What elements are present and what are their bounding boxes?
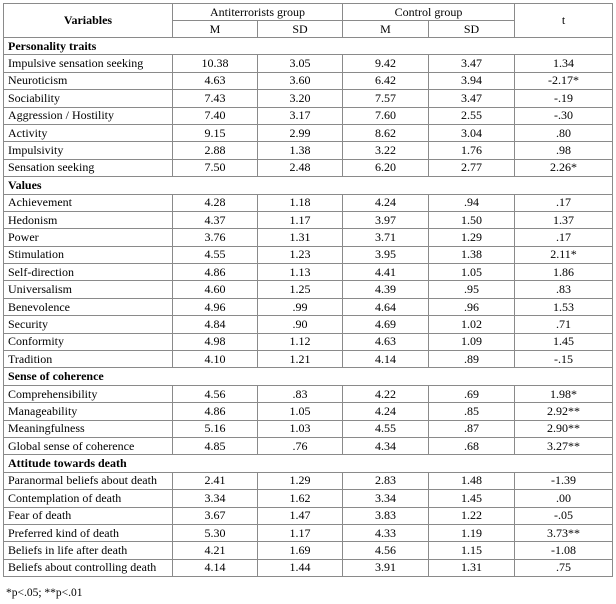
sd-group1-cell: 1.29 (258, 472, 343, 489)
m-group1-cell: 4.96 (173, 298, 258, 315)
sd-group2-cell: 1.48 (429, 472, 515, 489)
m-group2-cell: 4.69 (343, 316, 429, 333)
m-group1-cell: 4.55 (173, 246, 258, 263)
m-group2-cell: 3.71 (343, 229, 429, 246)
sd-group2-cell: 1.38 (429, 246, 515, 263)
m-group1-cell: 10.38 (173, 55, 258, 72)
header-m-group1: M (173, 21, 258, 38)
variable-cell: Hedonism (4, 211, 173, 228)
sd-group1-cell: 1.21 (258, 351, 343, 368)
table-row (4, 298, 613, 315)
t-cell: 1.37 (515, 211, 613, 228)
variable-cell: Manageability (4, 403, 173, 420)
m-group1-cell: 4.28 (173, 194, 258, 211)
t-cell: 2.26* (515, 159, 613, 176)
table-row (4, 420, 613, 437)
sd-group2-cell: 3.04 (429, 124, 515, 141)
variable-cell: Security (4, 316, 173, 333)
t-cell: 3.73** (515, 524, 613, 541)
table-row (4, 194, 613, 211)
variable-cell: Self-direction (4, 264, 173, 281)
variable-cell: Benevolence (4, 298, 173, 315)
section-title: Values (4, 177, 613, 194)
header-sd-group1: SD (258, 21, 343, 38)
sd-group2-cell: .96 (429, 298, 515, 315)
table-row (4, 211, 613, 228)
sd-group1-cell: 1.69 (258, 542, 343, 559)
variable-cell: Stimulation (4, 246, 173, 263)
m-group1-cell: 4.14 (173, 559, 258, 576)
m-group2-cell: 4.64 (343, 298, 429, 315)
m-group1-cell: 4.63 (173, 72, 258, 89)
m-group2-cell: 4.34 (343, 437, 429, 454)
variable-cell: Preferred kind of death (4, 524, 173, 541)
t-cell: .17 (515, 194, 613, 211)
table-row (4, 229, 613, 246)
t-cell: -.05 (515, 507, 613, 524)
variable-cell: Fear of death (4, 507, 173, 524)
header-control-group: Control group (343, 4, 515, 21)
table-row (4, 351, 613, 368)
m-group1-cell: 4.21 (173, 542, 258, 559)
sd-group1-cell: 2.99 (258, 124, 343, 141)
footnote: *p<.05; **p<.01 (6, 587, 83, 599)
section-title: Sense of coherence (4, 368, 613, 385)
m-group2-cell: 4.55 (343, 420, 429, 437)
table-row (4, 490, 613, 507)
sd-group2-cell: .68 (429, 437, 515, 454)
sd-group1-cell: 1.12 (258, 333, 343, 350)
sd-group2-cell: .85 (429, 403, 515, 420)
m-group1-cell: 4.84 (173, 316, 258, 333)
table-row (4, 55, 613, 72)
m-group1-cell: 4.56 (173, 385, 258, 402)
m-group1-cell: 9.15 (173, 124, 258, 141)
t-cell: .98 (515, 142, 613, 159)
sd-group2-cell: 3.47 (429, 55, 515, 72)
section-title: Attitude towards death (4, 455, 613, 472)
sd-group1-cell: 1.17 (258, 524, 343, 541)
sd-group1-cell: 1.03 (258, 420, 343, 437)
t-cell: 1.34 (515, 55, 613, 72)
section-title: Personality traits (4, 38, 613, 55)
sd-group2-cell: 3.94 (429, 72, 515, 89)
t-cell: .80 (515, 124, 613, 141)
table-row (4, 159, 613, 176)
table-row (4, 264, 613, 281)
m-group2-cell: 3.83 (343, 507, 429, 524)
variable-cell: Impulsive sensation seeking (4, 55, 173, 72)
m-group1-cell: 4.60 (173, 281, 258, 298)
variable-cell: Paranormal beliefs about death (4, 472, 173, 489)
table-row (4, 472, 613, 489)
sd-group2-cell: 1.09 (429, 333, 515, 350)
m-group2-cell: 6.20 (343, 159, 429, 176)
sd-group2-cell: .89 (429, 351, 515, 368)
table-row (4, 281, 613, 298)
m-group1-cell: 4.86 (173, 403, 258, 420)
header-t: t (515, 4, 613, 38)
variable-cell: Comprehensibility (4, 385, 173, 402)
sd-group1-cell: 1.18 (258, 194, 343, 211)
m-group1-cell: 3.76 (173, 229, 258, 246)
variable-cell: Universalism (4, 281, 173, 298)
m-group1-cell: 3.34 (173, 490, 258, 507)
sd-group1-cell: 3.17 (258, 107, 343, 124)
t-cell: .00 (515, 490, 613, 507)
sd-group2-cell: 2.77 (429, 159, 515, 176)
sd-group2-cell: 1.76 (429, 142, 515, 159)
sd-group2-cell: 3.47 (429, 90, 515, 107)
sd-group2-cell: 1.45 (429, 490, 515, 507)
t-cell: 2.90** (515, 420, 613, 437)
section-header-row (4, 38, 613, 55)
m-group2-cell: 3.95 (343, 246, 429, 263)
m-group1-cell: 2.88 (173, 142, 258, 159)
sd-group1-cell: 1.62 (258, 490, 343, 507)
header-row-groups (4, 4, 613, 21)
sd-group1-cell: .76 (258, 437, 343, 454)
m-group2-cell: 4.33 (343, 524, 429, 541)
header-sd-group2: SD (429, 21, 515, 38)
sd-group1-cell: 3.20 (258, 90, 343, 107)
m-group1-cell: 4.85 (173, 437, 258, 454)
t-cell: -.15 (515, 351, 613, 368)
table-row (4, 246, 613, 263)
table-row (4, 90, 613, 107)
variable-cell: Contemplation of death (4, 490, 173, 507)
m-group1-cell: 7.43 (173, 90, 258, 107)
m-group2-cell: 4.39 (343, 281, 429, 298)
sd-group1-cell: 3.60 (258, 72, 343, 89)
m-group1-cell: 3.67 (173, 507, 258, 524)
sd-group2-cell: 2.55 (429, 107, 515, 124)
t-cell: 3.27** (515, 437, 613, 454)
m-group1-cell: 5.16 (173, 420, 258, 437)
t-cell: 2.11* (515, 246, 613, 263)
variable-cell: Tradition (4, 351, 173, 368)
sd-group2-cell: 1.15 (429, 542, 515, 559)
m-group1-cell: 4.37 (173, 211, 258, 228)
sd-group2-cell: 1.31 (429, 559, 515, 576)
m-group2-cell: 2.83 (343, 472, 429, 489)
table-row (4, 524, 613, 541)
variable-cell: Neuroticism (4, 72, 173, 89)
variable-cell: Sensation seeking (4, 159, 173, 176)
variable-cell: Impulsivity (4, 142, 173, 159)
m-group2-cell: 9.42 (343, 55, 429, 72)
table-row (4, 72, 613, 89)
sd-group2-cell: .94 (429, 194, 515, 211)
sd-group2-cell: .69 (429, 385, 515, 402)
m-group2-cell: 4.14 (343, 351, 429, 368)
sd-group1-cell: 1.38 (258, 142, 343, 159)
m-group2-cell: 7.60 (343, 107, 429, 124)
sd-group2-cell: 1.19 (429, 524, 515, 541)
m-group1-cell: 4.10 (173, 351, 258, 368)
t-cell: .75 (515, 559, 613, 576)
sd-group1-cell: .99 (258, 298, 343, 315)
header-variables: Variables (4, 4, 173, 38)
m-group2-cell: 7.57 (343, 90, 429, 107)
m-group1-cell: 2.41 (173, 472, 258, 489)
sd-group1-cell: .90 (258, 316, 343, 333)
sd-group1-cell: 1.44 (258, 559, 343, 576)
variable-cell: Beliefs about controlling death (4, 559, 173, 576)
variable-cell: Achievement (4, 194, 173, 211)
t-cell: 1.98* (515, 385, 613, 402)
table-row (4, 333, 613, 350)
m-group2-cell: 4.24 (343, 403, 429, 420)
t-cell: .71 (515, 316, 613, 333)
table-row (4, 559, 613, 576)
table-row (4, 507, 613, 524)
m-group1-cell: 4.86 (173, 264, 258, 281)
sd-group1-cell: 1.13 (258, 264, 343, 281)
sd-group1-cell: 1.25 (258, 281, 343, 298)
table-row (4, 142, 613, 159)
m-group2-cell: 3.91 (343, 559, 429, 576)
t-cell: -.30 (515, 107, 613, 124)
variable-cell: Conformity (4, 333, 173, 350)
sd-group1-cell: 1.17 (258, 211, 343, 228)
t-cell: -1.39 (515, 472, 613, 489)
m-group2-cell: 4.56 (343, 542, 429, 559)
sd-group1-cell: 3.05 (258, 55, 343, 72)
section-header-row (4, 177, 613, 194)
sd-group1-cell: 1.47 (258, 507, 343, 524)
table-row (4, 437, 613, 454)
variable-cell: Activity (4, 124, 173, 141)
table-row (4, 124, 613, 141)
m-group2-cell: 3.22 (343, 142, 429, 159)
sd-group2-cell: 1.29 (429, 229, 515, 246)
table-row (4, 316, 613, 333)
section-header-row (4, 368, 613, 385)
variable-cell: Sociability (4, 90, 173, 107)
t-cell: -1.08 (515, 542, 613, 559)
m-group2-cell: 4.41 (343, 264, 429, 281)
t-cell: 1.53 (515, 298, 613, 315)
table-row (4, 403, 613, 420)
header-antiterrorists-group: Antiterrorists group (173, 4, 343, 21)
t-cell: .83 (515, 281, 613, 298)
section-header-row (4, 455, 613, 472)
sd-group1-cell: 2.48 (258, 159, 343, 176)
t-cell: 1.86 (515, 264, 613, 281)
t-cell: -2.17* (515, 72, 613, 89)
m-group2-cell: 4.63 (343, 333, 429, 350)
variable-cell: Global sense of coherence (4, 437, 173, 454)
m-group1-cell: 5.30 (173, 524, 258, 541)
variable-cell: Meaningfulness (4, 420, 173, 437)
t-cell: .17 (515, 229, 613, 246)
sd-group2-cell: .95 (429, 281, 515, 298)
table-row (4, 542, 613, 559)
table-row (4, 385, 613, 402)
m-group2-cell: 3.97 (343, 211, 429, 228)
sd-group2-cell: 1.22 (429, 507, 515, 524)
sd-group2-cell: 1.50 (429, 211, 515, 228)
t-cell: -.19 (515, 90, 613, 107)
m-group1-cell: 7.40 (173, 107, 258, 124)
sd-group1-cell: 1.31 (258, 229, 343, 246)
m-group2-cell: 4.24 (343, 194, 429, 211)
t-cell: 1.45 (515, 333, 613, 350)
results-table (3, 3, 613, 577)
m-group2-cell: 4.22 (343, 385, 429, 402)
m-group1-cell: 4.98 (173, 333, 258, 350)
variable-cell: Power (4, 229, 173, 246)
sd-group2-cell: .87 (429, 420, 515, 437)
m-group2-cell: 6.42 (343, 72, 429, 89)
sd-group1-cell: 1.23 (258, 246, 343, 263)
m-group1-cell: 7.50 (173, 159, 258, 176)
t-cell: 2.92** (515, 403, 613, 420)
sd-group1-cell: 1.05 (258, 403, 343, 420)
variable-cell: Beliefs in life after death (4, 542, 173, 559)
m-group2-cell: 8.62 (343, 124, 429, 141)
sd-group1-cell: .83 (258, 385, 343, 402)
variable-cell: Aggression / Hostility (4, 107, 173, 124)
header-m-group2: M (343, 21, 429, 38)
sd-group2-cell: 1.02 (429, 316, 515, 333)
m-group2-cell: 3.34 (343, 490, 429, 507)
sd-group2-cell: 1.05 (429, 264, 515, 281)
table-row (4, 107, 613, 124)
